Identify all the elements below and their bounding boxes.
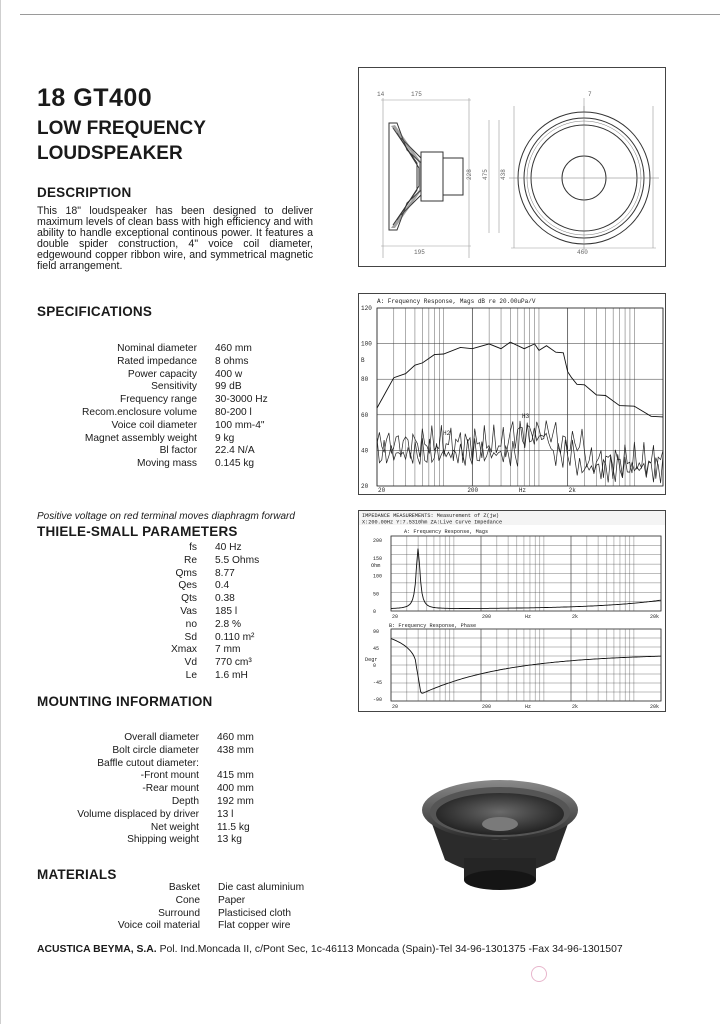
freq-y-tick: 120: [361, 305, 372, 312]
ts-param-row: [100, 670, 259, 683]
ts-param-value: 0.38: [215, 593, 235, 605]
imp-x-tick: 2k: [572, 704, 579, 710]
imp-top-header: A: Frequency Response, Mags: [404, 529, 489, 535]
spec-label: Recom.enclosure volume: [82, 406, 197, 418]
freq-y-unit: B: [361, 357, 365, 364]
spec-row: [36, 433, 268, 446]
footer: [37, 944, 623, 955]
ts-param-value: 40 Hz: [215, 542, 242, 553]
description-text: This 18" loudspeaker has been designed to deliver maximum levels of clean bass with high efficiency and with ability to handle exceptional continous power. It features a double spider construction, 4" voice coil diameter, edgewound copper ribbon wire, and symmetrical magnetic field arrangement.: [37, 205, 313, 272]
imp-x-tick: 20: [392, 614, 399, 620]
dim-label: 195: [414, 249, 425, 256]
mount-row: [36, 770, 254, 783]
mount-value: 415 mm: [217, 770, 254, 782]
spec-label: Sensitivity: [151, 381, 197, 393]
dim-label: 175: [411, 91, 422, 98]
stamp-mark: [531, 966, 547, 982]
imp-top-unit: Ohm: [371, 563, 381, 569]
mount-row: [36, 822, 254, 835]
dim-label: 228: [466, 169, 473, 180]
dimension-drawing: [359, 68, 665, 266]
dim-label: 460: [577, 249, 588, 256]
spec-row: [36, 445, 268, 458]
loudspeaker-photo: [415, 770, 585, 900]
mount-row: [36, 745, 254, 758]
materials-heading: MATERIALS: [37, 867, 117, 882]
material-row: [100, 908, 304, 921]
freq-h3-curve: [377, 421, 663, 483]
material-label: Basket: [168, 882, 200, 893]
imp-bottom-y-tick: 90: [373, 629, 380, 635]
mount-label: Overall diameter: [124, 732, 199, 743]
imp-x-tick: 200: [482, 614, 492, 620]
ts-param-row: [100, 657, 259, 670]
dim-label: 475: [482, 169, 489, 180]
mount-row: [36, 809, 254, 822]
material-row: [100, 895, 304, 908]
freq-y-tick: 100: [361, 340, 372, 348]
imp-x-tick: Hz: [524, 704, 531, 710]
company-address: Pol. Ind.Moncada II, c/Pont Sec, 1c-46113 Moncada (Spain)-Tel 34-96-1301375 -Fax 34-96-1301507: [156, 944, 623, 955]
material-row: [100, 882, 304, 895]
dim-label: 14: [377, 91, 385, 98]
mount-row: [36, 732, 254, 745]
spec-label: Moving mass: [136, 458, 197, 470]
mount-value: 13 l: [217, 808, 234, 820]
ts-param-row: [100, 542, 259, 555]
imp-top-y-tick: 200: [373, 538, 383, 544]
mount-label: Depth: [171, 795, 199, 807]
impedance-magnitude-curve: [391, 549, 661, 609]
imp-x-tick: 20k: [650, 704, 660, 710]
ts-param-value: 185 l: [215, 605, 238, 617]
ts-param-row: [100, 644, 259, 657]
imp-top-y-tick: 100: [373, 573, 383, 580]
materials-table: [100, 882, 304, 933]
ts-param-label: Vas: [180, 605, 197, 617]
ts-param-value: 1.6 mH: [215, 669, 248, 681]
spec-row: [36, 369, 268, 382]
spec-row: [36, 420, 268, 433]
imp-x-tick: 2k: [572, 614, 579, 620]
spec-row: [36, 356, 268, 369]
spec-value: 8 ohms: [215, 355, 249, 367]
ts-param-row: [100, 606, 259, 619]
material-value: Flat copper wire: [218, 920, 291, 932]
imp-top-y-tick: 150: [373, 555, 383, 562]
ts-param-value: 0.110 m²: [215, 631, 255, 643]
imp-bottom-y-tick: 45: [373, 646, 380, 652]
mount-value: 11.5 kg: [217, 821, 250, 833]
spec-row: [36, 343, 268, 356]
mount-label: -Rear mount: [142, 783, 199, 795]
imp-bottom-header: B: Frequency Response, Phase: [389, 623, 477, 629]
ts-param-value: 8.77: [215, 567, 235, 579]
mount-label: Volume displaced by driver: [77, 808, 199, 820]
imp-top-y-tick: 50: [373, 591, 380, 598]
ts-param-label: Qes: [178, 580, 197, 592]
dim-label: 438: [500, 169, 507, 180]
imp-x-tick: 20: [392, 704, 399, 710]
ts-param-label: Vd: [184, 657, 197, 669]
mount-value: 13 kg: [217, 834, 242, 846]
h2-label: H2: [443, 430, 451, 437]
material-value: Paper: [218, 894, 246, 906]
specifications-table: [36, 343, 268, 471]
thiele-small-heading: THIELE-SMALL PARAMETERS: [37, 524, 238, 539]
mount-row: [36, 834, 254, 847]
ts-param-label: Xmax: [170, 644, 197, 656]
ts-param-row: [100, 632, 259, 645]
mount-label: Baffle cutout diameter:: [97, 757, 199, 769]
mount-value: 400 mm: [217, 783, 254, 795]
material-label: Surround: [158, 907, 200, 919]
imp-bottom-y-tick: 0: [373, 663, 377, 669]
spec-value: 0.145 kg: [215, 458, 255, 470]
mount-label: Shipping weight: [127, 834, 199, 846]
mount-label: Bolt circle diameter: [112, 744, 199, 756]
ts-param-label: fs: [189, 542, 197, 553]
freq-y-tick: 20: [361, 483, 369, 490]
ts-param-value: 2.8 %: [215, 618, 242, 630]
spec-label: Rated impedance: [117, 355, 197, 367]
spec-row: [36, 458, 268, 471]
spec-label: Nominal diameter: [117, 343, 197, 354]
spec-label: Frequency range: [119, 394, 197, 406]
ts-param-label: Qts: [181, 593, 197, 605]
spec-label: Voice coil diameter: [111, 419, 197, 431]
frequency-response-chart: [359, 294, 665, 494]
spec-value: 100 mm-4": [215, 419, 265, 431]
polarity-note: Positive voltage on red terminal moves diaphragm forward: [37, 511, 295, 522]
mount-value: 460 mm: [217, 732, 254, 743]
spec-row: [36, 381, 268, 394]
ts-param-label: Sd: [184, 631, 197, 643]
description-heading: DESCRIPTION: [37, 185, 132, 200]
spec-row: [36, 407, 268, 420]
impedance-panel: [358, 510, 666, 712]
mounting-heading: MOUNTING INFORMATION: [37, 694, 213, 709]
ts-param-label: Le: [185, 669, 197, 681]
spec-label: Magnet assembly weight: [84, 432, 197, 444]
ts-param-row: [100, 619, 259, 632]
material-label: Voice coil material: [117, 920, 200, 932]
mount-value: 192 mm: [217, 795, 254, 807]
spec-value: 99 dB: [215, 381, 242, 393]
mount-row: [36, 783, 254, 796]
dimension-drawing-panel: [358, 67, 666, 267]
ts-param-value: 5.5 Ohms: [215, 554, 260, 566]
spec-value: 22.4 N/A: [215, 445, 255, 457]
spec-label: Bl factor: [159, 445, 197, 457]
material-value: Die cast aluminium: [218, 882, 305, 893]
spec-value: 460 mm: [215, 343, 252, 354]
imp-header: IMPEDANCE MEASUREMENTS: Measurement of Z(jw): [362, 513, 499, 519]
imp-bottom-y-tick: -45: [373, 680, 383, 686]
freq-x-tick: 200: [467, 487, 479, 494]
spec-value: 400 w: [215, 368, 243, 380]
freq-y-tick: 40: [361, 447, 369, 455]
ts-param-row: [100, 593, 259, 606]
subtitle-line-2: LOUDSPEAKER: [37, 143, 183, 164]
h3-label: H3: [522, 413, 530, 420]
dim-label: 7: [588, 91, 592, 98]
ts-param-row: [100, 555, 259, 568]
imp-x-tick: 200: [482, 704, 492, 710]
imp-bottom-unit: Degr: [365, 657, 378, 663]
impedance-chart: [359, 511, 665, 711]
material-row: [100, 920, 304, 933]
ts-param-row: [100, 568, 259, 581]
material-value: Plasticised cloth: [218, 907, 292, 919]
product-subtitle: [37, 116, 206, 166]
spec-value: 80-200 l: [215, 406, 252, 418]
ts-param-label: Qms: [175, 567, 197, 579]
imp-x-tick: 20k: [650, 614, 660, 620]
spec-value: 9 kg: [215, 432, 235, 444]
freq-x-tick: 2k: [568, 487, 576, 494]
imp-subheader: X:200.00Hz Y:7.5310hm ZA:Live Curve Impedance: [362, 519, 503, 526]
imp-x-tick: Hz: [524, 614, 531, 620]
mount-row: [36, 758, 254, 771]
ts-param-value: 7 mm: [215, 644, 241, 656]
ts-param-label: Re: [183, 554, 197, 566]
freq-x-tick: 20: [378, 487, 386, 494]
ts-param-value: 770 cm³: [215, 657, 252, 669]
freq-chart-header: A: Frequency Response, Mags dB re 20.00uPa/V: [377, 298, 536, 305]
mount-value: [199, 758, 217, 771]
freq-response-curve: [377, 342, 663, 417]
specifications-heading: SPECIFICATIONS: [37, 304, 153, 319]
page-left-edge: [0, 0, 1, 1024]
imp-bottom-y-tick: -90: [373, 697, 383, 703]
ts-param-value: 0.4: [215, 580, 230, 592]
spec-label: Power capacity: [127, 368, 197, 380]
mount-label: Net weight: [150, 821, 199, 833]
freq-y-tick: 60: [361, 411, 369, 419]
spec-value: 30-3000 Hz: [215, 394, 268, 406]
impedance-phase-curve: [391, 639, 661, 694]
freq-x-tick: Hz: [518, 487, 527, 494]
frequency-response-panel: [358, 293, 666, 495]
ts-param-row: [100, 580, 259, 593]
ts-param-label: no: [185, 618, 197, 630]
imp-top-y-tick: 0: [373, 609, 377, 615]
mounting-table: [36, 732, 254, 847]
thiele-small-table: [100, 542, 259, 683]
mount-value: 438 mm: [217, 744, 254, 756]
mount-label: -Front mount: [140, 770, 199, 782]
freq-y-tick: 80: [361, 376, 369, 384]
model-title: 18 GT400: [37, 84, 153, 112]
header-rule: [20, 14, 720, 15]
mount-row: [36, 796, 254, 809]
subtitle-line-1: LOW FREQUENCY: [37, 118, 206, 139]
spec-row: [36, 394, 268, 407]
material-label: Cone: [175, 894, 200, 906]
company-name: ACUSTICA BEYMA, S.A.: [37, 944, 157, 955]
